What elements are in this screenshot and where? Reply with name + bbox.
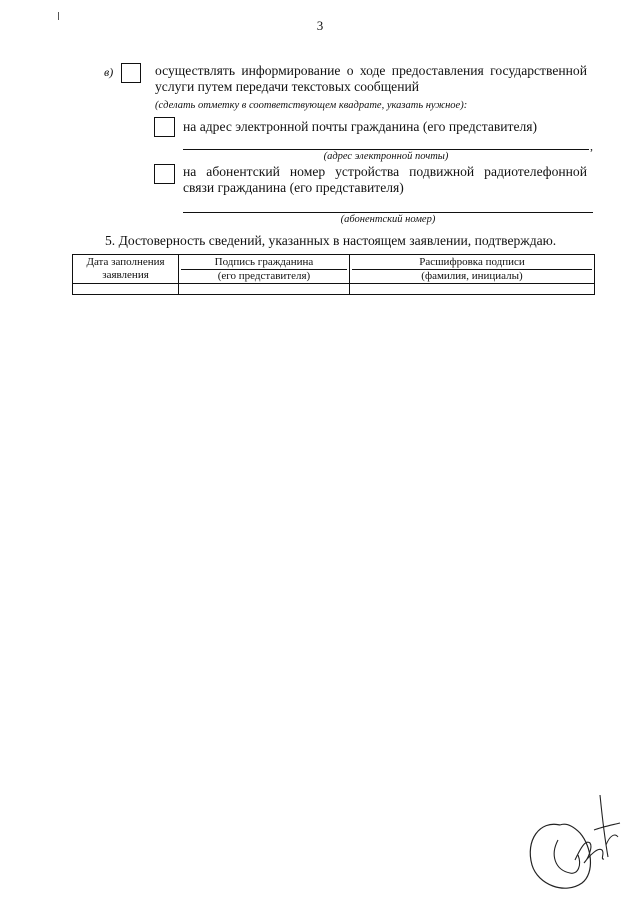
header-signature-line2: (его представителя) (181, 269, 347, 283)
item-letter: в) (104, 65, 114, 79)
phone-option-checkbox[interactable] (154, 164, 175, 184)
email-field-caption: (адрес электронной почты) (323, 151, 449, 162)
email-option-checkbox[interactable] (154, 117, 175, 137)
instruction-note: (сделать отметку в соответствующем квадрате, указать нужное): (155, 100, 468, 111)
page-number: 3 (316, 18, 324, 33)
table-row (73, 284, 595, 295)
phone-field-caption: (абонентский номер) (340, 214, 436, 225)
confirmation-statement: 5. Достоверность сведений, указанных в настоящем заявлении, подтверждаю. (105, 233, 557, 248)
item-checkbox[interactable] (121, 63, 141, 83)
header-signature-line1: Подпись гражданина (214, 256, 314, 268)
phone-option-label: на абонентский номер устройства подвижной радиотелефонной связи гражданина (его представителя) (183, 164, 587, 195)
header-signature (179, 255, 350, 284)
header-date (73, 255, 179, 284)
header-date-line1: Дата заполнения (86, 256, 165, 268)
stray-mark (58, 12, 59, 20)
signature-mark (520, 785, 630, 900)
name-cell[interactable] (350, 284, 595, 295)
email-field-line[interactable] (183, 149, 589, 150)
phone-field-line[interactable] (183, 212, 593, 213)
header-date-line2: заявления (102, 268, 149, 281)
email-option-label: на адрес электронной почты гражданина (его представителя) (183, 119, 538, 134)
signature-table (72, 254, 595, 295)
email-field-comma: , (590, 139, 593, 153)
table-header-row (73, 255, 595, 284)
date-cell[interactable] (73, 284, 179, 295)
header-name (350, 255, 595, 284)
header-name-line2: (фамилия, инициалы) (352, 269, 592, 283)
item-description: осуществлять информирование о ходе предоставления государственной услуги путем передачи текстовых сообщений (155, 63, 587, 94)
signature-cell[interactable] (179, 284, 350, 295)
header-name-line1: Расшифровка подписи (419, 256, 525, 268)
